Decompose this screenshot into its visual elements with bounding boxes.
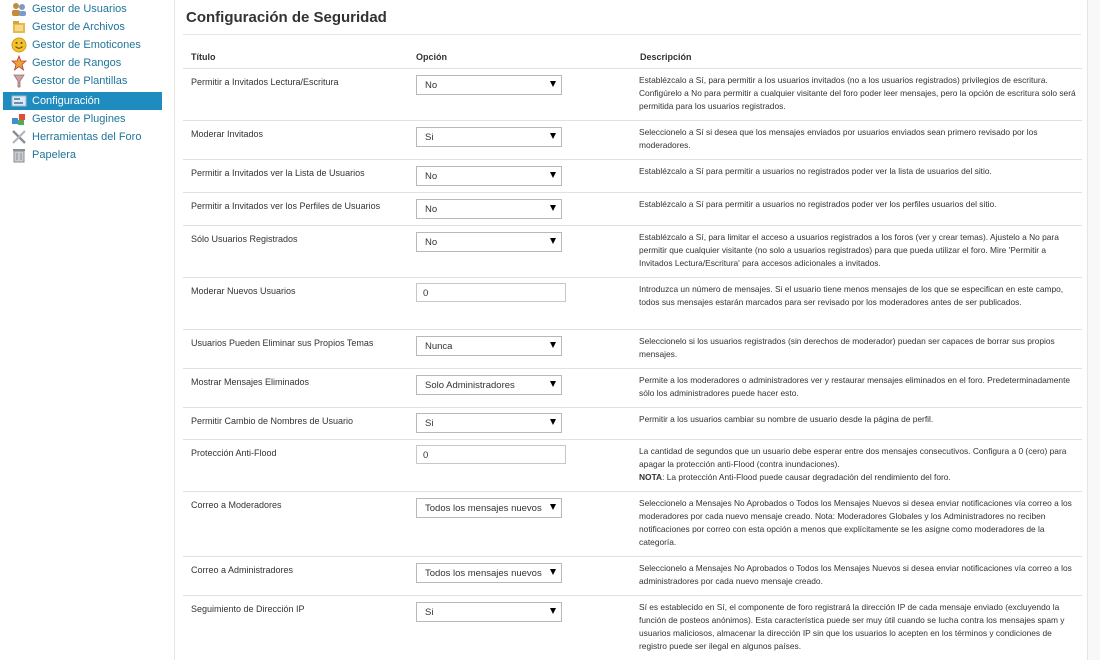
sidebar-item-label: Herramientas del Foro [32, 131, 142, 143]
table-row [183, 277, 1082, 329]
sidebar-item-label: Papelera [32, 149, 77, 161]
dropdown-arrow-icon [550, 504, 556, 510]
sidebar-item-plugins[interactable] [3, 110, 162, 128]
select-value: No [425, 171, 438, 182]
table-row [183, 368, 1082, 407]
table-row [183, 595, 1082, 660]
moderate-new-users-input[interactable]: 0 [416, 283, 566, 302]
dropdown-arrow-icon [550, 238, 556, 244]
select-value: Si [425, 418, 434, 429]
setting-title: Protección Anti-Flood [191, 448, 277, 458]
select-value: Si [425, 132, 434, 143]
setting-title: Moderar Invitados [191, 129, 264, 139]
setting-title: Permitir Cambio de Nombres de Usuario [191, 416, 354, 426]
column-header-option: Opción [416, 52, 447, 62]
setting-title: Permitir a Invitados Lectura/Escritura [191, 77, 339, 87]
dropdown-arrow-icon [550, 342, 556, 348]
sidebar-item-configuration[interactable] [3, 92, 162, 110]
guest-read-write-select[interactable] [416, 75, 562, 95]
plugin-icon [11, 111, 27, 127]
setting-description: Permite a los moderadores o administradores ver y restaurar mensajes eliminados en el foro. Predeterminadamente sólo los administradores puede hacer esto. [639, 375, 1071, 398]
sidebar-item-label: Gestor de Rangos [32, 57, 122, 69]
setting-title: Mostrar Mensajes Eliminados [191, 377, 310, 387]
email-administrators-select[interactable] [416, 563, 562, 583]
setting-title: Permitir a Invitados ver la Lista de Usuarios [191, 168, 365, 178]
table-row [183, 556, 1082, 595]
users-delete-own-topics-select[interactable] [416, 336, 562, 356]
sidebar-item-ranks[interactable] [3, 54, 162, 72]
setting-title: Correo a Moderadores [191, 500, 282, 510]
sidebar-item-label: Gestor de Usuarios [32, 3, 127, 15]
table-row [183, 120, 1082, 159]
table-row [183, 68, 1082, 120]
sidebar-item-label: Gestor de Emoticones [32, 39, 141, 51]
setting-description: Seleccionelo si los usuarios registrados (sin derechos de moderador) puedan ser capaces de borrar sus propios mensajes. [639, 336, 1055, 359]
sidebar-item-label: Gestor de Plantillas [32, 75, 128, 87]
sidebar-item-forum-tools[interactable] [3, 128, 162, 146]
guest-view-profiles-select[interactable] [416, 199, 562, 219]
table-row [183, 407, 1082, 439]
table-row [183, 192, 1082, 225]
sidebar-item-templates[interactable] [3, 72, 162, 90]
table-row [183, 225, 1082, 277]
anti-flood-input[interactable]: 0 [416, 445, 566, 464]
files-icon [11, 19, 27, 35]
vertical-scrollbar[interactable] [1088, 0, 1100, 660]
dropdown-arrow-icon [550, 205, 556, 211]
star-icon [11, 55, 27, 71]
title-divider [183, 34, 1081, 35]
sidebar-item-files[interactable] [3, 18, 162, 36]
email-moderators-select[interactable] [416, 498, 562, 518]
table-row [183, 439, 1082, 491]
show-deleted-messages-select[interactable] [416, 375, 562, 395]
column-header-title: Título [191, 52, 216, 62]
setting-description [639, 445, 1079, 484]
setting-description: Introduzca un número de mensajes. Si el usuario tiene menos mensajes de los que se especifican en este campo, todos sus mensajes estarán marcados para ser revisado por los moderadores antes de ser publicados. [639, 284, 1064, 307]
dropdown-arrow-icon [550, 419, 556, 425]
dropdown-arrow-icon [550, 608, 556, 614]
dropdown-arrow-icon [550, 81, 556, 87]
registered-only-select[interactable] [416, 232, 562, 252]
dropdown-arrow-icon [550, 381, 556, 387]
setting-description: Establézcalo a Sí para permitir a usuarios no registrados poder ver los perfiles usuarios del sitio. [639, 199, 997, 209]
table-row [183, 159, 1082, 192]
select-value: Todos los mensajes nuevos [425, 568, 542, 579]
table-row [183, 329, 1082, 368]
select-value: No [425, 80, 438, 91]
setting-description: Permitir a los usuarios cambiar su nombre de usuario desde la página de perfil. [639, 414, 934, 424]
setting-description: Seleccionelo a Sí si desea que los mensajes enviados por usuarios enviados sean primero revisado por los moderadores. [639, 127, 1038, 150]
page-title: Configuración de Seguridad [186, 9, 387, 26]
setting-title: Sólo Usuarios Registrados [191, 234, 298, 244]
setting-description: Establézcalo a Sí, para permitir a los usuarios invitados (no a los usuarios registrados) privilegios de escritura. Configúrelo a No para permitir a cualquier visitante del foro poder leer mensajes, pero la opción de escritura solo será permitida para los usuarios registrados. [639, 75, 1076, 111]
tools-icon [11, 129, 27, 145]
config-icon [11, 93, 27, 109]
select-value: Si [425, 607, 434, 618]
templates-icon [11, 73, 27, 89]
setting-title: Correo a Administradores [191, 565, 294, 575]
settings-panel [174, 0, 1088, 660]
moderate-guests-select[interactable] [416, 127, 562, 147]
setting-description: Establézcalo a Sí, para limitar el acceso a usuarios registrados a los foros (ver y crear temas). Ajustelo a No para permitir que cualquier visitante (no solo a usuarios registrados) para que pueda utilizar el foro. Mire 'Permitir a Invitados Lectura/Escritura' para accesos adicionales a invitados. [639, 232, 1059, 268]
allow-username-change-select[interactable] [416, 413, 562, 433]
column-header-description: Descripción [640, 52, 692, 62]
users-icon [11, 1, 27, 17]
select-value: No [425, 237, 438, 248]
setting-description: Seleccionelo a Mensajes No Aprobados o Todos los Mensajes Nuevos si desea enviar notificaciones vía correo a los administradores por cada nuevo mensaje creado. [639, 563, 1072, 586]
dropdown-arrow-icon [550, 172, 556, 178]
note-label: NOTA [639, 472, 663, 482]
setting-title: Seguimiento de Dirección IP [191, 604, 305, 614]
ip-tracking-select[interactable] [416, 602, 562, 622]
dropdown-arrow-icon [550, 569, 556, 575]
setting-title: Permitir a Invitados ver los Perfiles de Usuarios [191, 201, 381, 211]
sidebar-item-label: Configuración [32, 95, 100, 107]
setting-title: Usuarios Pueden Eliminar sus Propios Temas [191, 338, 374, 348]
sidebar-item-label: Gestor de Plugines [32, 113, 126, 125]
admin-sidebar [0, 0, 168, 660]
smiley-icon [11, 37, 27, 53]
sidebar-item-label: Gestor de Archivos [32, 21, 125, 33]
sidebar-item-emoticons[interactable] [3, 36, 162, 54]
setting-description: Seleccionelo a Mensajes No Aprobados o Todos los Mensajes Nuevos si desea enviar notificaciones vía correo a los moderadores por cada nuevo mensaje creado. Nota: Moderadores Globales y los Administradores no reciben notificaciones por correo con esta opción a menos que explícitamente se les asigne como moderadores de la categoría. [639, 498, 1072, 547]
sidebar-item-users[interactable] [3, 0, 162, 18]
setting-description: Sí es establecido en Sí, el componente de foro registrará la dirección IP de cada mensaje enviado (excluyendo la función de posteos anónimos). Esta característica puede ser muy útil cuando se lucha contra los mensajes spam y usuarios maliciosos, almacenar la dirección IP sin que los usuarios lo acepten en los términos y condiciones de registro puede ser ilegal en algunos países. [639, 602, 1065, 651]
setting-title: Moderar Nuevos Usuarios [191, 286, 296, 296]
table-row [183, 491, 1082, 556]
select-value: Todos los mensajes nuevos [425, 503, 542, 514]
select-value: Solo Administradores [425, 380, 515, 391]
note-text: : La protección Anti-Flood puede causar degradación del rendimiento del foro. [662, 472, 951, 482]
setting-description: Establézcalo a Sí para permitir a usuarios no registrados poder ver la lista de usuarios del sitio. [639, 166, 992, 176]
sidebar-item-trash[interactable] [3, 146, 162, 164]
description-text: La cantidad de segundos que un usuario debe esperar entre dos mensajes consecutivos. Configura a 0 (cero) para apagar la protección anti-Flood (contra inundaciones). [639, 446, 1067, 469]
trash-icon [11, 147, 27, 163]
guest-view-userlist-select[interactable] [416, 166, 562, 186]
select-value: Nunca [425, 341, 453, 352]
select-value: No [425, 204, 438, 215]
dropdown-arrow-icon [550, 133, 556, 139]
